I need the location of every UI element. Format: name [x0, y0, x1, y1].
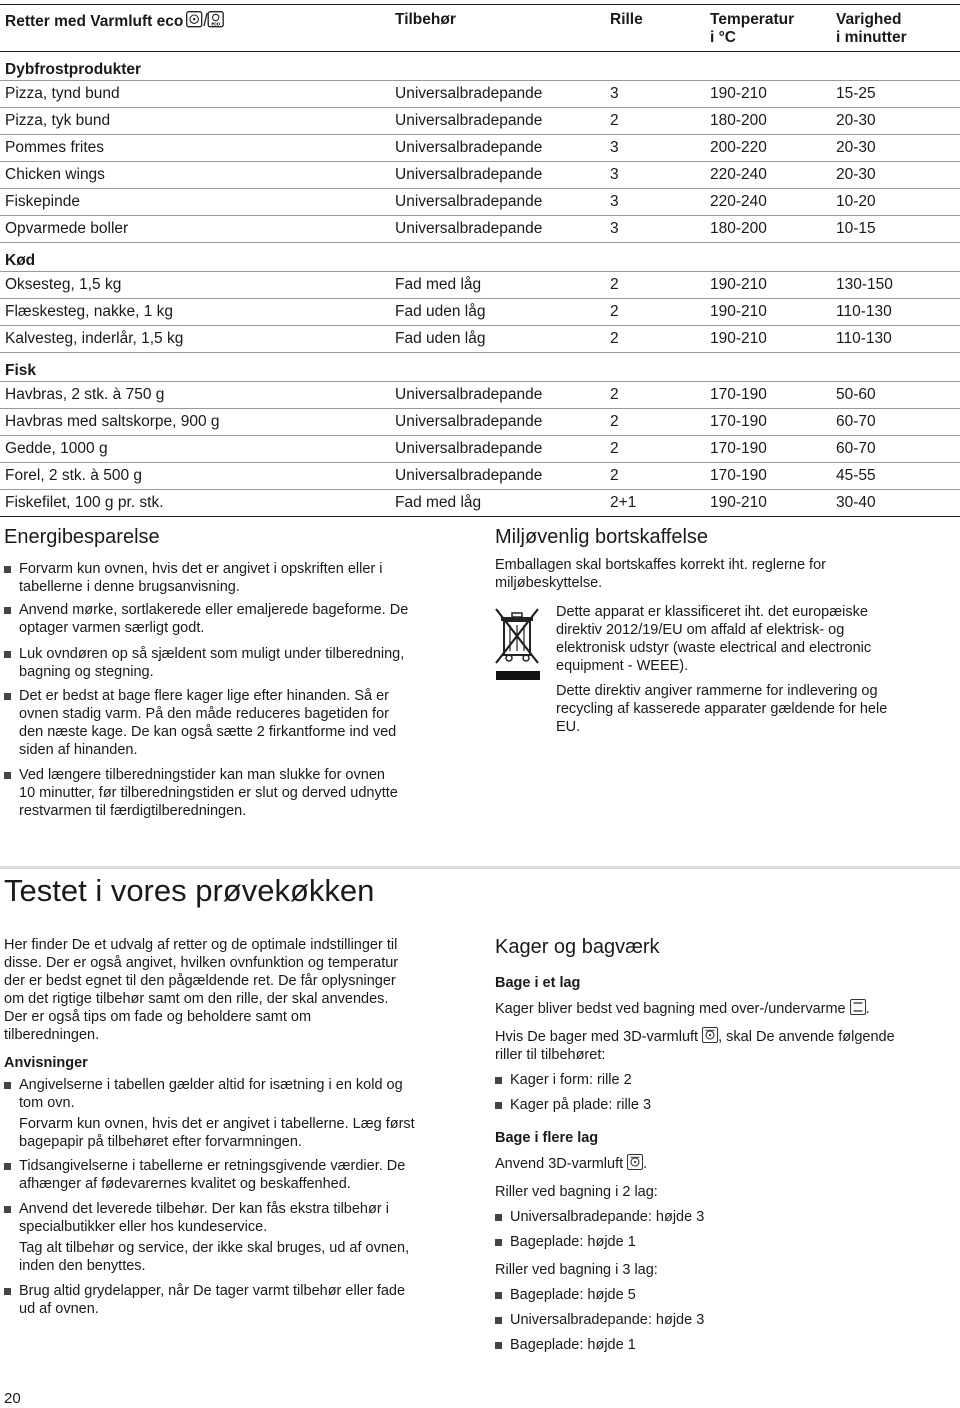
cell-shelf: 2 — [610, 112, 619, 129]
cell-shelf: 2 — [610, 303, 619, 320]
cell-temperature: 180-200 — [710, 112, 767, 129]
table-section-header — [0, 52, 960, 81]
note-bullet-3-continued: Tag alt tilbehør og service, der ikke skal bruges, ud af ovnen, inden den benyttes. — [19, 1240, 410, 1274]
cell-temperature: 190-210 — [710, 303, 767, 320]
cell-dish: Fiskepinde — [5, 193, 80, 210]
table-section-header — [0, 353, 960, 382]
cell-temperature: 220-240 — [710, 193, 767, 210]
cell-shelf: 2 — [610, 330, 619, 347]
cell-temperature: 190-210 — [710, 276, 767, 293]
cell-dish: Gedde, 1000 g — [5, 440, 108, 457]
cell-accessory: Universalbradepande — [395, 166, 543, 183]
cell-duration: 130-150 — [836, 276, 893, 293]
table-header — [0, 5, 960, 52]
energy-title: Energibesparelse — [4, 526, 160, 548]
cell-dish: Pizza, tyk bund — [5, 112, 111, 129]
one-level-item-2: Kager på plade: rille 3 — [494, 1096, 651, 1114]
table-row — [0, 436, 960, 463]
three-level-item-1: Bageplade: højde 5 — [494, 1286, 636, 1304]
disposal-paragraph-1: Dette apparat er klassificeret iht. det europæiske direktiv 2012/19/EU om affald af elektrisk- og elektronisk udstyr (waste electrical and electronic equipment - WEEE). — [556, 604, 872, 674]
table-row — [0, 490, 960, 517]
one-level-item-1: Kager i form: rille 2 — [494, 1071, 632, 1089]
multi-level-title: Bage i flere lag — [495, 1130, 599, 1146]
cell-temperature: 180-200 — [710, 220, 767, 237]
cell-shelf: 3 — [610, 220, 619, 237]
section-divider — [0, 866, 960, 869]
cell-temperature: 200-220 — [710, 139, 767, 156]
cell-accessory: Universalbradepande — [395, 467, 543, 484]
cell-accessory: Universalbradepande — [395, 413, 543, 430]
cell-duration: 20-30 — [836, 166, 876, 183]
table-row — [0, 162, 960, 189]
header-temperature: Temperatur i °C — [710, 11, 795, 46]
cell-shelf: 2 — [610, 440, 619, 457]
cell-shelf: 3 — [610, 85, 619, 102]
baking-title: Kager og bagværk — [495, 936, 660, 958]
cell-accessory: Universalbradepande — [395, 193, 543, 210]
cell-accessory: Fad med låg — [395, 494, 482, 511]
table-row — [0, 299, 960, 326]
three-levels-text: Riller ved bagning i 3 lag: — [495, 1262, 658, 1278]
note-bullet-1-continued: Forvarm kun ovnen, hvis det er angivet i tabellerne. Læg først bagepapir på tilbehøret efter forvarmningen. — [19, 1116, 415, 1150]
multi-level-text: Anvend 3D-varmluft . — [495, 1156, 648, 1172]
cell-dish: Opvarmede boller — [5, 220, 129, 237]
cell-shelf: 2 — [610, 386, 619, 403]
note-bullet-3: Anvend det leverede tilbehør. Der kan fås ekstra tilbehør i specialbutikker eller hos kundeservice. — [3, 1200, 389, 1236]
cell-dish: Forel, 2 stk. à 500 g — [5, 467, 142, 484]
table-row — [0, 135, 960, 162]
cell-dish: Chicken wings — [5, 166, 105, 183]
cell-duration: 45-55 — [836, 467, 876, 484]
header-dish: Retter med Varmluft eco eco — [5, 11, 224, 33]
page-number: 20 — [4, 1390, 21, 1407]
cell-accessory: Universalbradepande — [395, 440, 543, 457]
cell-dish: Flæskesteg, nakke, 1 kg — [5, 303, 173, 320]
cell-accessory: Fad uden låg — [395, 330, 486, 347]
table-row — [0, 108, 960, 135]
cell-duration: 50-60 — [836, 386, 876, 403]
cell-dish: Pommes frites — [5, 139, 105, 156]
table-row — [0, 272, 960, 299]
cell-temperature: 170-190 — [710, 386, 767, 403]
table-row — [0, 463, 960, 490]
cell-shelf: 2 — [610, 467, 619, 484]
tested-intro: Her finder De et udvalg af retter og de optimale indstillinger til disse. Der er også angivet, hvilken ovnfunktion og temperatur der er bedst egnet til den pågældende ret. De får oplysninger om det rigtige tilbehør samt om den rille, der skal anvendes. Der er også tips om fade og beholdere samt om tilberedningen. — [4, 937, 399, 1043]
cell-duration: 10-15 — [836, 220, 876, 237]
three-level-item-2: Universalbradepande: højde 3 — [494, 1311, 704, 1329]
cell-shelf: 3 — [610, 193, 619, 210]
cell-accessory: Universalbradepande — [395, 85, 543, 102]
cell-shelf: 2 — [610, 276, 619, 293]
cell-accessory: Universalbradepande — [395, 112, 543, 129]
header-accessory: Tilbehør — [395, 11, 456, 28]
cell-temperature: 190-210 — [710, 330, 767, 347]
cell-temperature: 190-210 — [710, 85, 767, 102]
disposal-intro: Emballagen skal bortskaffes korrekt iht. reglerne for miljøbeskyttelse. — [495, 557, 826, 591]
table-row — [0, 216, 960, 243]
energy-bullet-3: Luk ovndøren op så sjældent som muligt under tilberedning, bagning og stegning. — [3, 645, 404, 681]
cell-duration: 110-130 — [836, 303, 892, 320]
cell-accessory: Universalbradepande — [395, 386, 543, 403]
note-bullet-2: Tidsangivelserne i tabellerne er retningsgivende værdier. De afhænger af fødevarernes kvalitet og beskaffenhed. — [3, 1157, 405, 1193]
cell-duration: 15-25 — [836, 85, 876, 102]
cell-temperature: 190-210 — [710, 494, 767, 511]
one-level-title: Bage i et lag — [495, 975, 581, 991]
section-title: Fisk — [5, 362, 37, 379]
header-shelf: Rille — [610, 11, 643, 28]
cell-temperature: 170-190 — [710, 440, 767, 457]
cell-dish: Oksesteg, 1,5 kg — [5, 276, 122, 293]
table-row — [0, 382, 960, 409]
cell-duration: 60-70 — [836, 413, 876, 430]
cell-shelf: 3 — [610, 166, 619, 183]
energy-bullet-2: Anvend mørke, sortlakerede eller emaljerede bageforme. De optager varmen særligt godt. — [3, 601, 408, 637]
cell-temperature: 220-240 — [710, 166, 767, 183]
hot-air-text: Hvis De bager med 3D-varmluft , skal De anvende følgende riller til tilbehøret: — [495, 1029, 895, 1063]
cell-dish: Fiskefilet, 100 g pr. stk. — [5, 494, 164, 511]
two-levels-text: Riller ved bagning i 2 lag: — [495, 1184, 658, 1200]
table-body — [0, 52, 960, 517]
two-level-item-1: Universalbradepande: højde 3 — [494, 1208, 704, 1226]
three-level-item-3: Bageplade: højde 1 — [494, 1336, 636, 1354]
disposal-paragraph-2: Dette direktiv angiver rammerne for indlevering og recycling af kasserede apparater gældende for hele EU. — [556, 683, 888, 735]
3d-hot-air-icon — [702, 1027, 718, 1043]
cell-accessory: Fad med låg — [395, 276, 482, 293]
energy-bullet-4: Det er bedst at bage flere kager lige efter hinanden. Så er ovnen stadig varm. På den måde reduceres bagetiden for den næste kage. De kan også sætte 2 firkantforme ind ved siden af hinanden. — [3, 687, 396, 759]
cell-dish: Pizza, tynd bund — [5, 85, 120, 102]
crossed-out-bin-icon — [494, 605, 542, 688]
svg-text:eco: eco — [211, 21, 221, 28]
note-bullet-1: Angivelserne i tabellen gælder altid for isætning i en kold og tom ovn. — [3, 1076, 403, 1112]
3d-hot-air-icon — [627, 1154, 643, 1170]
disposal-title: Miljøvenlig bortskaffelse — [495, 526, 709, 548]
energy-bullet-1: Forvarm kun ovnen, hvis det er angivet i opskriften eller i tabellerne i denne brugsanvisning. — [3, 560, 382, 596]
notes-title: Anvisninger — [4, 1055, 88, 1071]
cell-shelf: 2 — [610, 413, 619, 430]
top-bottom-heat-icon — [850, 999, 866, 1015]
cell-dish: Kalvesteg, inderlår, 1,5 kg — [5, 330, 184, 347]
header-duration: Varighed i minutter — [836, 11, 907, 46]
section-title: Kød — [5, 252, 36, 269]
tested-title: Testet i vores prøvekøkken — [4, 873, 375, 908]
table-row — [0, 81, 960, 108]
table-row — [0, 409, 960, 436]
cell-duration: 30-40 — [836, 494, 876, 511]
table-row — [0, 189, 960, 216]
cell-shelf: 2+1 — [610, 494, 637, 511]
cooking-table — [0, 4, 960, 517]
cell-dish: Havbras, 2 stk. à 750 g — [5, 386, 165, 403]
note-bullet-4: Brug altid grydelapper, når De tager varmt tilbehør eller fade ud af ovnen. — [3, 1282, 405, 1318]
energy-bullet-5: Ved længere tilberedningstider kan man slukke for ovnen 10 minutter, før tilberedningstiden er slut og derved udnytte restvarmen til færdigtilberedningen. — [3, 766, 398, 820]
cell-duration: 10-20 — [836, 193, 876, 210]
eco-hot-air-icon — [186, 11, 224, 33]
cell-dish: Havbras med saltskorpe, 900 g — [5, 413, 220, 430]
table-row — [0, 326, 960, 353]
two-level-item-2: Bageplade: højde 1 — [494, 1233, 636, 1251]
cell-shelf: 3 — [610, 139, 619, 156]
cell-accessory: Universalbradepande — [395, 139, 543, 156]
section-title: Dybfrostprodukter — [5, 61, 142, 78]
one-level-text: Kager bliver bedst ved bagning med over-/undervarme . — [495, 1001, 870, 1017]
cell-duration: 110-130 — [836, 330, 892, 347]
cell-duration: 60-70 — [836, 440, 876, 457]
cell-duration: 20-30 — [836, 112, 876, 129]
cell-duration: 20-30 — [836, 139, 876, 156]
table-section-header — [0, 243, 960, 272]
cell-temperature: 170-190 — [710, 467, 767, 484]
cell-accessory: Fad uden låg — [395, 303, 486, 320]
cell-temperature: 170-190 — [710, 413, 767, 430]
cell-accessory: Universalbradepande — [395, 220, 543, 237]
